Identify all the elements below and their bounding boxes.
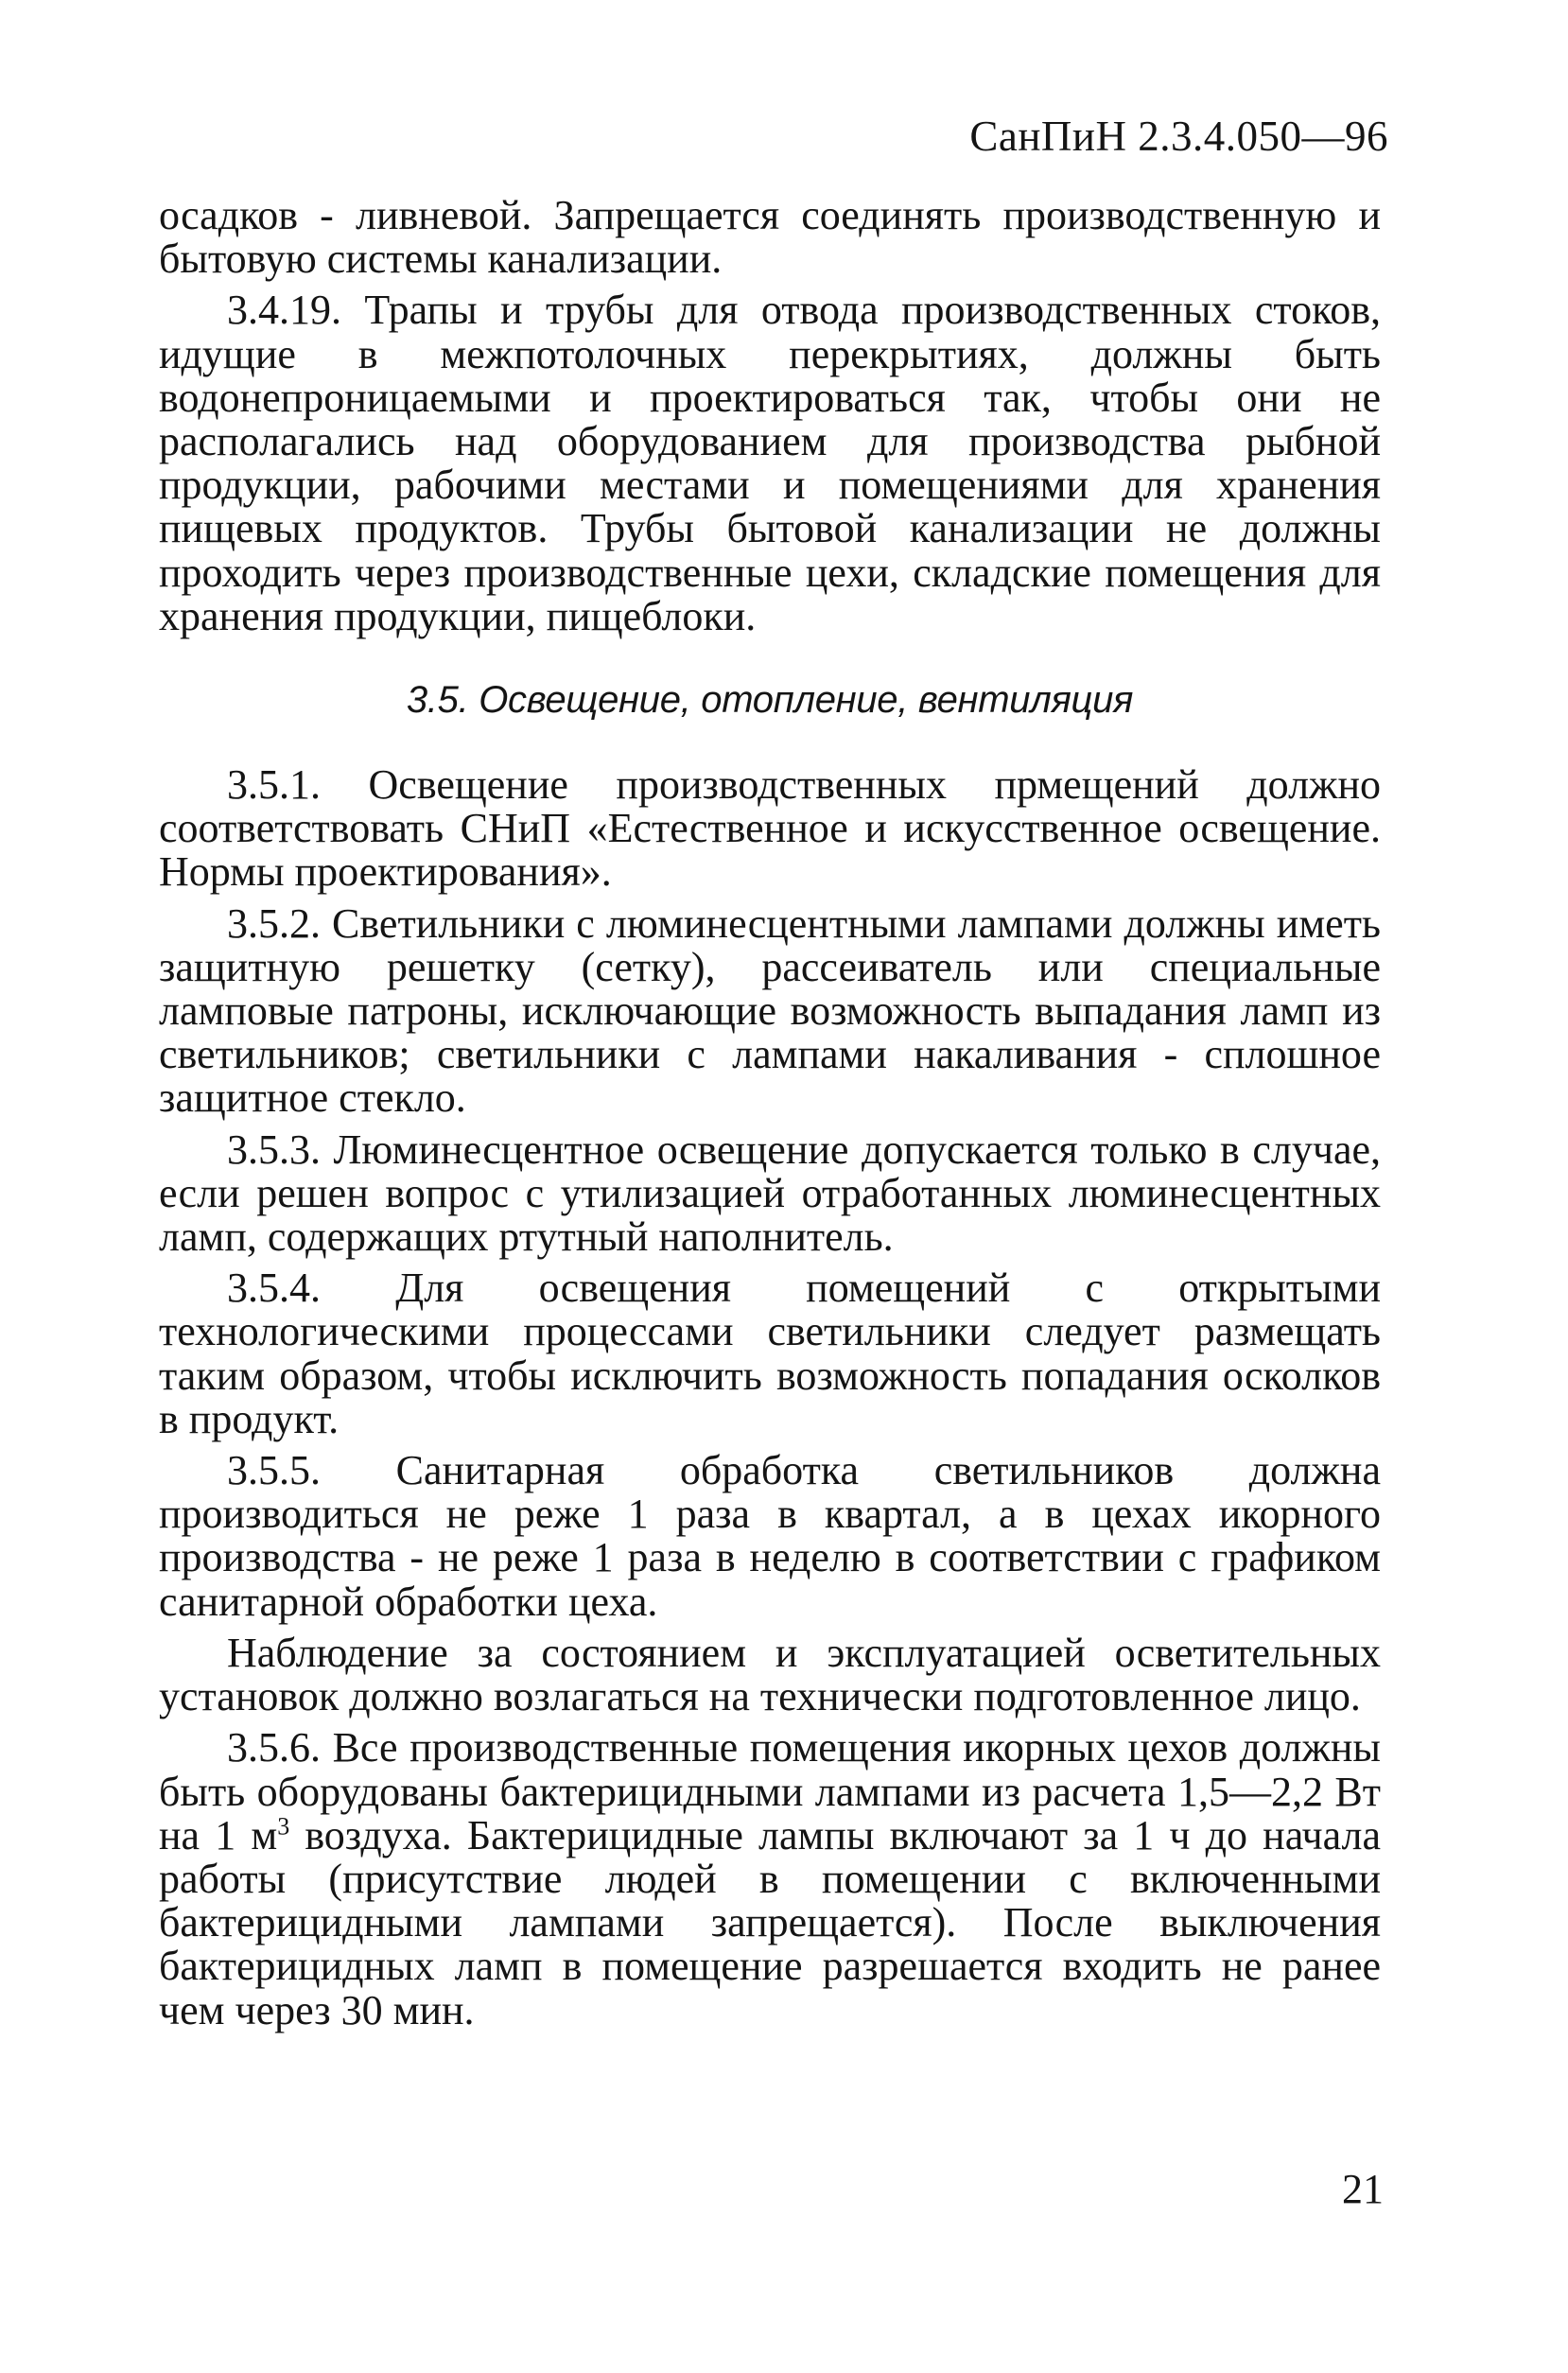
paragraph-3-5-6-part1: 3.5.6. Все производственные помещения икорных цехов должны быть оборудованы бактерицидными лампами из расчета 1,5—2,2 Вт на 1 м <box>159 1724 1381 1858</box>
paragraph-intro: осадков - ливневой. Запрещается соединять производственную и бытовую системы канализации. <box>159 192 1381 283</box>
section-heading: 3.5. Освещение, отопление, вентиляция <box>406 679 1134 722</box>
page-number: 21 <box>1342 2166 1384 2212</box>
superscript-cubic: 3 <box>277 1812 290 1841</box>
paragraph-3-5-4: 3.5.4. Для освещения помещений с открытыми технологическими процессами светильники следует размещать таким образом, чтобы исключить возможность попадания осколков в продукт. <box>159 1265 1381 1442</box>
paragraph-3-5-6-part2: воздуха. Бактерицидные лампы включают за 1 ч до начала работы (присутствие людей в помещении с включенными бактерицидными лампами запрещается). После выключения бактерицидных ламп в помещение разрешается входить не ранее чем через 30 мин. <box>159 1811 1381 2033</box>
paragraph-3-5-1: 3.5.1. Освещение производственных прмещений должно соответствовать СНиП «Естественное и искусственное освещение. Нормы проектирования». <box>159 761 1381 896</box>
paragraph-3-5-5: 3.5.5. Санитарная обработка светильников должна производиться не реже 1 раза в квартал, а в цехах икорного производства - не реже 1 раза в неделю в соответствии с графиком санитарной обработки цеха. <box>159 1447 1381 1625</box>
paragraph-3-4-19: 3.4.19. Трапы и трубы для отвода производственных стоков, идущие в межпотолочных перекрытиях, должны быть водонепроницаемыми и проектироваться так, чтобы они не располагались над оборудованием для производства рыбной продукции, рабочими местами и помещениями для хранения пищевых продуктов. Трубы бытовой канализации не должны проходить через производственные цехи, складские помещения для хранения продукции, пищеблоки. <box>159 287 1381 639</box>
paragraph-3-5-2: 3.5.2. Светильники с люминесцентными лампами должны иметь защитную решетку (сетку), рассеиватель или специальные ламповые патроны, исключающие возможность выпадания ламп из светильников; светильники с лампами накаливания - сплошное защитное стекло. <box>159 899 1381 1122</box>
paragraph-3-5-6 <box>159 1726 1381 2032</box>
running-header: СанПиН 2.3.4.050—96 <box>969 113 1388 160</box>
paragraph-supervision: Наблюдение за состоянием и эксплуатацией осветительных установок должно возлагаться на технически подготовленное лицо. <box>159 1629 1381 1720</box>
paragraph-3-5-3: 3.5.3. Люминесцентное освещение допускается только в случае, если решен вопрос с утилизацией отработанных люминесцентных ламп, содержащих ртутный наполнитель. <box>159 1125 1381 1261</box>
body-text <box>159 194 1381 2040</box>
